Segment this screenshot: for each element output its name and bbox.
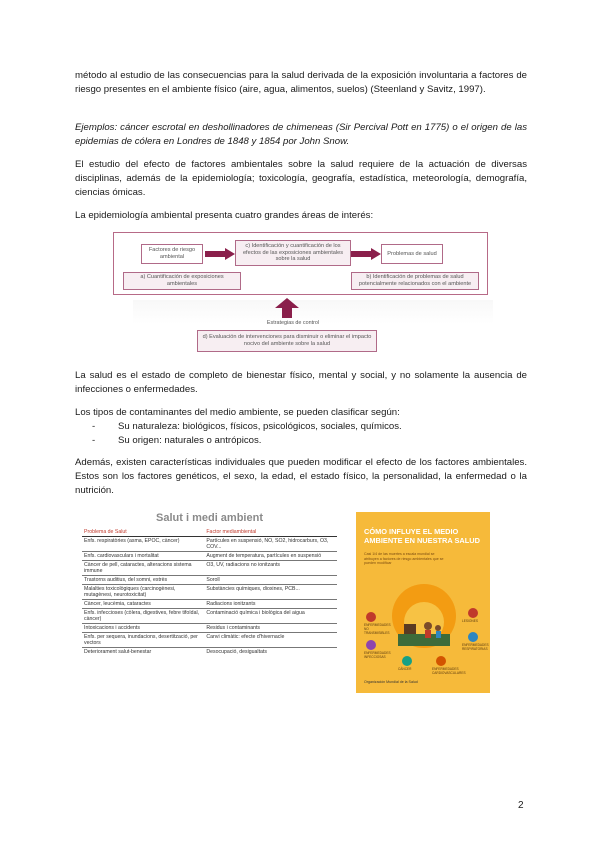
table-row xyxy=(82,648,337,657)
infection-icon xyxy=(366,640,376,650)
table-cell: Enfs. per sequera, inundacions, desertització, per vectors xyxy=(82,633,204,648)
table-cell: Substàncies químiques, dioxines, PCB... xyxy=(204,585,337,600)
table-cell: Càncer, leucèmia, cataractes xyxy=(82,600,204,609)
box-health-problems: Problemas de salud xyxy=(381,244,443,264)
cardio-icon xyxy=(436,656,446,666)
table-cell: Enfs. cardiovasculars i mortalitat xyxy=(82,552,204,561)
health-environment-table xyxy=(82,512,337,693)
table-cell: Càncer de pell, cataractes, alteracions sistema immune xyxy=(82,561,204,576)
table-cell: Radiacions ionitzants xyxy=(204,600,337,609)
box-exposure: a) Cuantificación de exposiciones ambientales xyxy=(123,272,241,290)
table-cell: Residus i contaminants xyxy=(204,624,337,633)
table-cell: Malalties toxicològiques (carcinogènesi, mutagènesi, neurotoxicitat) xyxy=(82,585,204,600)
list-item: - Su origen: naturales o antrópicos. xyxy=(75,434,527,448)
control-strategies-label: Estrategias de control xyxy=(266,320,320,326)
box-health-identification: b) Identificación de problemas de salud potencialmente relacionados con el ambiente xyxy=(351,272,479,290)
contaminant-list xyxy=(75,420,527,448)
epidemiology-areas-diagram xyxy=(113,232,488,362)
table-row xyxy=(82,624,337,633)
people-illustration-icon xyxy=(398,616,450,646)
ncd-icon xyxy=(366,612,376,622)
poster-label: ENFERMEDADES NO TRANSMISIBLES xyxy=(364,623,391,635)
table-row xyxy=(82,537,337,552)
poster-label: CÁNCER xyxy=(398,667,412,671)
table-cell: Contaminació química i biològica del aigua xyxy=(204,609,337,624)
cancer-icon xyxy=(402,656,412,666)
table-row xyxy=(82,609,337,624)
poster-label: ENFERMEDADES RESPIRATORIAS xyxy=(462,643,489,651)
table-cell: Deteriorament salut-benestar xyxy=(82,648,204,657)
arrow-right-icon xyxy=(351,248,381,260)
paragraph-examples: Ejemplos: cáncer escrotal en deshollinadores de chimeneas (Sir Percival Pott en 1775) o el origen de las epidemias de cólera en Londres de 1848 y 1854 por John Snow. xyxy=(75,122,527,148)
table-row xyxy=(82,576,337,585)
paragraph-health-definition: La salud es el estado de completo de bienestar físico, mental y social, y no solamente la ausencia de infecciones o enfermedades. xyxy=(75,370,527,396)
table-cell: O3, UV, radiacions no ionitzants xyxy=(204,561,337,576)
arrow-right-icon xyxy=(205,248,235,260)
paragraph-individual-factors: Además, existen características individuales que pueden modificar el efecto de los factores ambientales. Estos son los factores genéticos, el sexo, la edad, el estado físico, la personalidad, la enfermedad o la nutrición. xyxy=(75,457,527,497)
table-row xyxy=(82,600,337,609)
table-cell: Trastorns auditius, del somni, estrès xyxy=(82,576,204,585)
paragraph-disciplines: El estudio del efecto de factores ambientales sobre la salud requiere de la actuación de diversas disciplinas, además de la epidemiología; toxicología, geografía, estadística, meteorología, demografía, ciencias ómicas. xyxy=(75,159,527,199)
table-header: Factor mediambiental xyxy=(204,528,337,537)
respiratory-icon xyxy=(468,632,478,642)
paragraph-method: método al estudio de las consecuencias para la salud derivada de la exposición involuntaria a factores de riesgo presentes en el ambiente físico (aire, agua, alimentos, suelos) (Steenland y Savitz, 1997). xyxy=(75,70,527,96)
poster-title: CÓMO INFLUYE EL MEDIO AMBIENTE EN NUESTRA SALUD xyxy=(364,527,480,545)
paragraph-areas-intro: La epidemiología ambiental presenta cuatro grandes áreas de interés: xyxy=(75,210,374,221)
table-cell: Partícules en suspensió, NO, SO2, hidrocarburs, O3, COV... xyxy=(204,537,337,552)
table-title: Salut i medi ambient xyxy=(156,512,263,524)
box-effects: c) Identificación y cuantificación de los efectos de las exposiciones ambientales sobre la salud xyxy=(235,240,351,266)
table-cell: Augment de temperatura, partícules en suspensió xyxy=(204,552,337,561)
paragraph-contaminant-types: Los tipos de contaminantes del medio ambiente, se pueden clasificar según: xyxy=(75,407,400,418)
who-infographic xyxy=(356,512,490,693)
poster-label: ENFERMEDADES INFECCIOSAS xyxy=(364,651,391,659)
page-number: 2 xyxy=(518,800,524,811)
poster-label: LESIONES xyxy=(462,619,478,623)
table-row xyxy=(82,633,337,648)
who-footer: Organización Mundial de la Salud xyxy=(364,680,418,684)
table-cell: Enfs. infeccioses (còlera, digestives, febre tifoïdal, càncer) xyxy=(82,609,204,624)
table-header: Problema de Salut xyxy=(82,528,204,537)
table-cell: Intoxicacions i accidents xyxy=(82,624,204,633)
poster-subtitle: Casi 1/4 de las muertes a escala mundial se atribuyen a factores de riesgo ambientales que se pueden modificar xyxy=(364,552,444,566)
table-row xyxy=(82,561,337,576)
table xyxy=(82,528,337,656)
table-cell: Desocupació, desigualtats xyxy=(204,648,337,657)
table-cell: Soroll xyxy=(204,576,337,585)
list-item: - Su naturaleza: biológicos, físicos, psicológicos, sociales, químicos. xyxy=(75,420,527,434)
poster-label: ENFERMEDADES CARDIOVASCULARES xyxy=(432,667,466,675)
box-risk-factors: Factores de riesgo ambiental xyxy=(141,244,203,264)
table-row xyxy=(82,585,337,600)
table-row xyxy=(82,552,337,561)
table-cell: Canvi climàtic: efecte d'hivernacle xyxy=(204,633,337,648)
arrow-up-icon xyxy=(275,298,299,318)
injury-icon xyxy=(468,608,478,618)
box-interventions: d) Evaluación de intervenciones para disminuir o eliminar el impacto nocivo del ambiente sobre la salud xyxy=(197,330,377,352)
table-cell: Enfs. respiratòries (asma, EPOC, càncer) xyxy=(82,537,204,552)
